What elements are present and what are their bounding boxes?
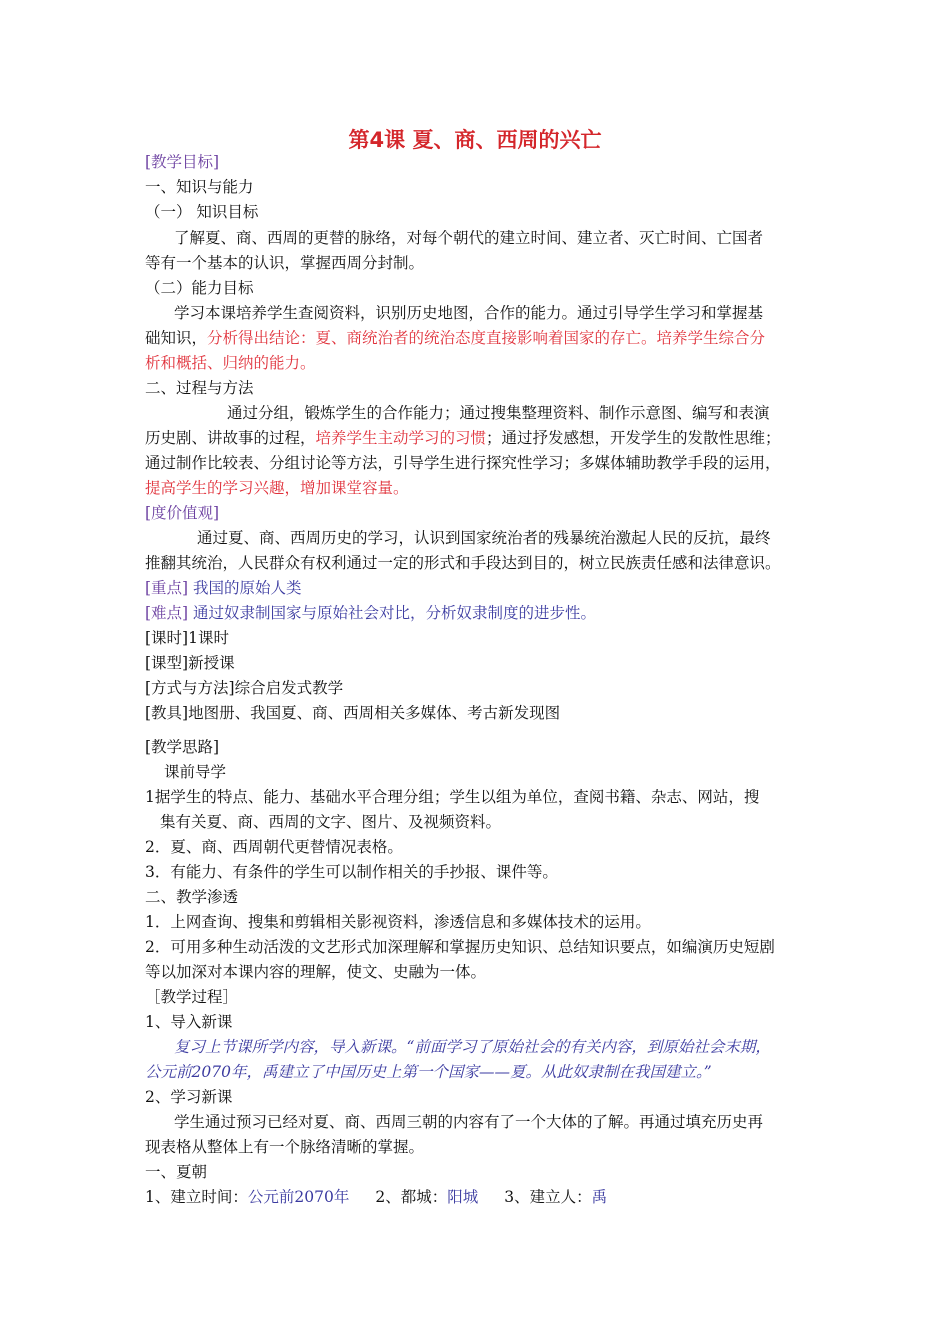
list-item: 2．夏、商、西周朝代更替情况表格。 [145, 838, 403, 856]
list-item: 3．有能力、有条件的学生可以制作相关的手抄报、课件等。 [145, 863, 558, 881]
capital-value: 阳城 [447, 1188, 479, 1206]
section-idea-heading: [教学思路] [145, 738, 220, 756]
list-item: 2．可用多种生动活泼的文艺形式加深理解和掌握历史知识、总结知识要点，如编演历史短剧 [145, 938, 775, 956]
class-type: [课型]新授课 [145, 654, 235, 672]
difficulty-label: [难点] [145, 604, 189, 622]
paragraph-line: 通过夏、商、西周历史的学习，认识到国家统治者的残暴统治激起人民的反抗，最终 [197, 529, 771, 547]
subheading-knowledge-goal: （一） 知识目标 [145, 203, 259, 221]
subheading-ability-goal: （二）能力目标 [145, 279, 254, 297]
heading-process-method: 二、过程与方法 [145, 379, 254, 397]
heading-knowledge-ability: 一、知识与能力 [145, 178, 254, 196]
paragraph-line [145, 426, 835, 451]
list-item-continued: 等以加深对本课内容的理解，使文、史融为一体。 [145, 963, 487, 981]
pre-study-heading: 课前导学 [164, 763, 227, 781]
list-item: 1据学生的特点、能力、基础水平合理分组；学生以组为单位，查阅书籍、杂志、网站，搜 [145, 788, 760, 806]
heading-teaching-infiltration: 二、教学渗透 [145, 888, 239, 906]
founder-value: 禹 [591, 1188, 608, 1206]
difficulty-text: 通过奴隶制国家与原始社会对比，分析奴隶制度的进步性。 [193, 604, 597, 622]
paragraph-text: 础知识， [145, 329, 208, 347]
step-learn-heading: 2、学习新课 [145, 1088, 233, 1106]
paragraph-line: 推翻其统治，人民群众有权利通过一定的形式和手段达到目的，树立民族责任感和法律意识。 [145, 554, 781, 572]
emphasis-line: 析和概括、归纳的能力。 [145, 354, 316, 372]
difficulty-line [145, 601, 835, 626]
xia-facts-line [145, 1185, 835, 1210]
emphasis-text: 培养学生主动学习的习惯 [315, 429, 487, 447]
quote-line: 复习上节课所学内容，导入新课。“前面学习了原始社会的有关内容，到原始社会末期， [174, 1038, 771, 1056]
section-values-heading: [度价值观] [145, 504, 220, 522]
paragraph-text: 历史剧、讲故事的过程， [145, 429, 316, 447]
list-item: 1．上网查询、搜集和剪辑相关影视资料，渗透信息和多媒体技术的运用。 [145, 913, 651, 931]
paragraph-text: ；通过抒发感想，开发学生的发散性思维； [486, 429, 781, 447]
xia-dynasty-heading: 一、夏朝 [145, 1163, 208, 1181]
key-point-label: [重点] [145, 579, 189, 597]
teaching-method: [方式与方法]综合启发式教学 [145, 679, 344, 697]
section-process-heading: ［教学过程］ [145, 988, 239, 1006]
list-item-continued: 集有关夏、商、西周的文字、图片、及视频资料。 [160, 813, 502, 831]
step-introduce-heading: 1、导入新课 [145, 1013, 233, 1031]
section-goal-heading: [教学目标] [145, 153, 220, 171]
key-point-line [145, 576, 835, 601]
quote-line: 公元前2070年，禹建立了中国历史上第一个国家——夏。从此奴隶制在我国建立。” [145, 1063, 712, 1081]
teaching-tools: [教具]地图册、我国夏、商、西周相关多媒体、考古新发现图 [145, 704, 561, 722]
founding-time-label: 1、建立时间： [145, 1188, 248, 1206]
paragraph-line: 通过分组，锻炼学生的合作能力；通过搜集整理资料、制作示意图、编写和表演 [227, 404, 770, 422]
paragraph-line: 现表格从整体上有一个脉络清晰的掌握。 [145, 1138, 425, 1156]
emphasis-line: 提高学生的学习兴趣，增加课堂容量。 [145, 479, 409, 497]
paragraph-line [145, 326, 835, 351]
key-point-text: 我国的原始人类 [193, 579, 302, 597]
paragraph-line: 通过制作比较表、分组讨论等方法，引导学生进行探究性学习；多媒体辅助教学手段的运用， [145, 454, 781, 472]
paragraph-line: 学习本课培养学生查阅资料，识别历史地图，合作的能力。通过引导学生学习和掌握基 [174, 304, 764, 322]
class-hours: [课时]1课时 [145, 629, 229, 647]
paragraph-line: 学生通过预习已经对夏、商、西周三朝的内容有了一个大体的了解。再通过填充历史再 [174, 1113, 764, 1131]
emphasis-text: 分析得出结论：夏、商统治者的统治态度直接影响着国家的存亡。培养学生综合分 [207, 329, 766, 347]
paragraph-line: 等有一个基本的认识，掌握西周分封制。 [145, 254, 425, 272]
paragraph-line: 了解夏、商、西周的更替的脉络，对每个朝代的建立时间、建立者、灭亡时间、亡国者 [174, 229, 764, 247]
founder-label: 3、建立人： [504, 1188, 592, 1206]
founding-time-value: 公元前2070年 [247, 1188, 350, 1206]
capital-label: 2、都城： [375, 1188, 448, 1206]
lesson-title: 第4课 夏、商、西周的兴亡 [348, 128, 602, 152]
